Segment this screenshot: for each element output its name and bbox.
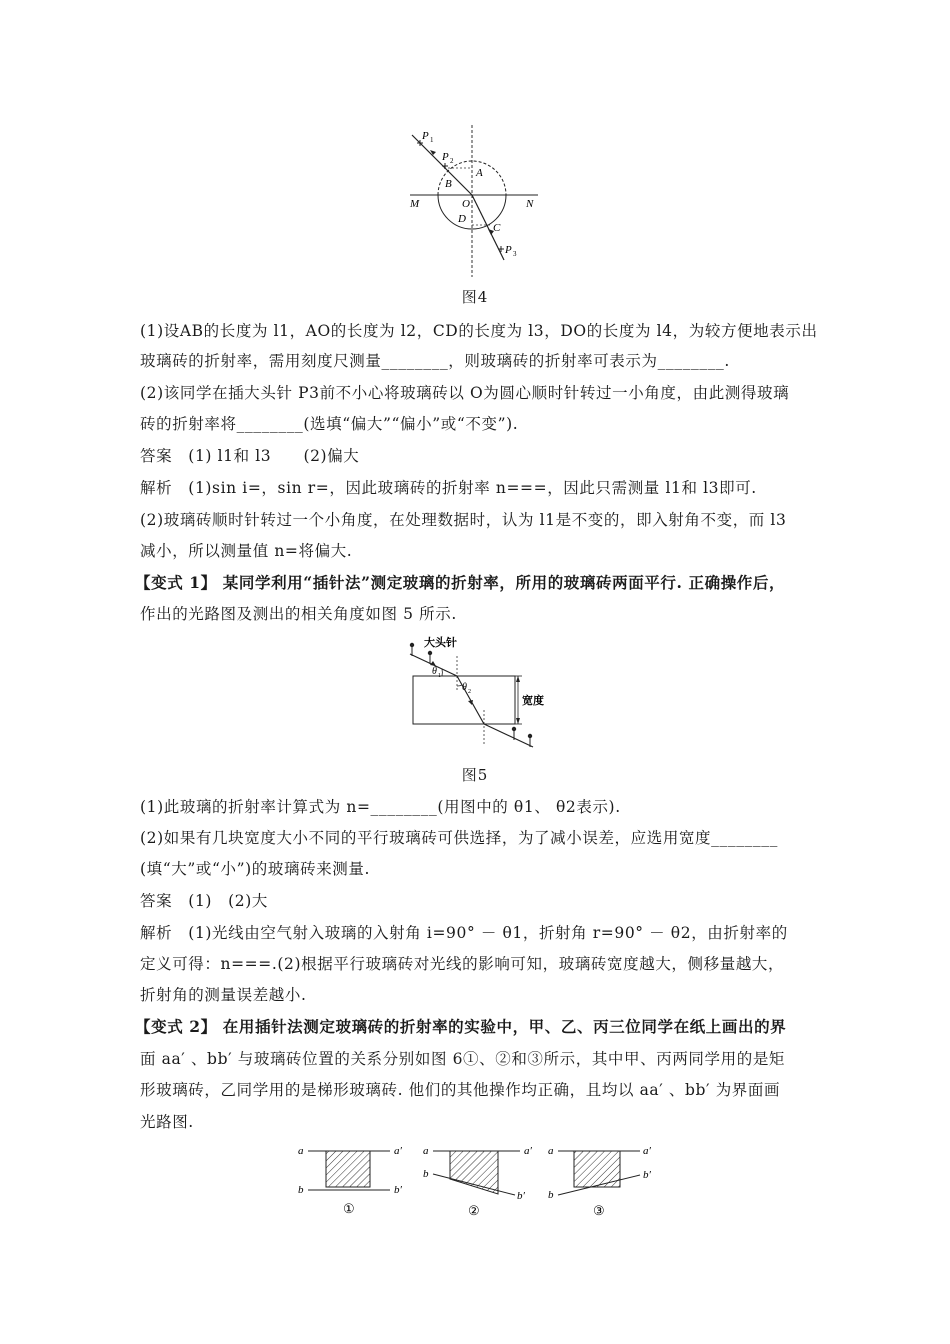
panel1-label-a-prime: a′ [394, 1145, 402, 1157]
q1-line4: 砖的折射率将________(选填“偏大”“偏小”或“不变”). [140, 415, 519, 433]
panel3-label-a-prime: a′ [643, 1145, 651, 1157]
figure-4-caption: 图4 [461, 288, 489, 306]
figure-6-diagrams [290, 1133, 670, 1221]
panel1-number: ① [343, 1201, 355, 1216]
panel2-label-a: a [423, 1145, 429, 1157]
figure-5-caption: 图5 [461, 766, 489, 784]
variant2-line2: 面 aa′ 、bb′ 与玻璃砖位置的关系分别如图 6①、②和③所示，其中甲、丙两同学用的是矩 [140, 1050, 786, 1068]
variant1-line2: 作出的光路图及测出的相关角度如图 5 所示. [140, 605, 457, 623]
fig4-label-m: M [410, 198, 420, 210]
fig4-label-p3: P [505, 244, 512, 256]
variant2-line4: 光路图. [140, 1113, 194, 1131]
fig4-label-p1-sub: 1 [430, 136, 434, 144]
variant1-q2b: (填“大”或“小”)的玻璃砖来测量. [140, 860, 371, 878]
fig4-label-p2: P [442, 151, 449, 163]
q1-line3: (2)该同学在插大头针 P3前不小心将玻璃砖以 O为圆心顺时针转过一小角度，由此测得玻璃 [140, 384, 790, 402]
variant1-analysis1: 解析 (1)光线由空气射入玻璃的入射角 i=90° － θ1，折射角 r=90° － θ2，由折射率的 [140, 924, 788, 942]
fig4-label-p2-sub: 2 [450, 157, 454, 165]
variant1-line1: 【变式 1】 某同学利用“插针法”测定玻璃的折射率，所用的玻璃砖两面平行. 正确操作后， [135, 573, 786, 592]
panel1-label-b-prime: b′ [394, 1184, 402, 1196]
panel3-label-b-prime: b′ [643, 1169, 651, 1181]
fig5-label-theta1-sub: 1 [438, 673, 441, 679]
fig5-label-pin: 大头针 [424, 637, 457, 649]
fig4-label-d: D [458, 213, 466, 225]
q1-answer: 答案 (1) l1和 l3 (2)偏大 [140, 447, 360, 465]
q1-line1: (1)设AB的长度为 l1，AO的长度为 l2，CD的长度为 l3，DO的长度为 l4，为较方便地表示出 [140, 322, 818, 340]
panel2-number: ② [468, 1203, 480, 1218]
fig5-label-theta2-sub: 2 [468, 689, 471, 695]
variant1-answer: 答案 (1) (2)大 [140, 892, 269, 910]
q1-analysis2: (2)玻璃砖顺时针转过一个小角度，在处理数据时，认为 l1是不变的，即入射角不变，而 l3 [140, 511, 787, 529]
figure-4-diagram [400, 125, 550, 280]
fig4-label-o: O [462, 198, 470, 210]
panel3-number: ③ [593, 1203, 605, 1218]
q1-analysis1: 解析 (1)sin i=，sin r=，因此玻璃砖的折射率 n===，因此只需测量 l1和 l3即可. [140, 479, 757, 497]
fig5-label-theta2: θ [462, 682, 467, 693]
panel3-label-b: b [548, 1189, 554, 1201]
fig4-label-p1: P [422, 130, 429, 142]
figure-5-diagram [400, 632, 560, 752]
variant1-q2a: (2)如果有几块宽度大小不同的平行玻璃砖可供选择，为了减小误差，应选用宽度________ [140, 829, 778, 847]
variant1-analysis2: 定义可得：n===.(2)根据平行玻璃砖对光线的影响可知，玻璃砖宽度越大，侧移量越大， [140, 955, 785, 973]
panel2-label-a-prime: a′ [524, 1145, 532, 1157]
variant1-q1: (1)此玻璃的折射率计算式为 n=________(用图中的 θ1、 θ2表示). [140, 798, 621, 816]
panel2-label-b: b [423, 1168, 429, 1180]
fig5-label-width: 宽度 [522, 695, 544, 707]
fig4-label-c: C [493, 222, 501, 234]
variant2-line3: 形玻璃砖，乙同学用的是梯形玻璃砖. 他们的其他操作均正确，且均以 aa′ 、bb′ 为界面画 [140, 1081, 781, 1099]
q1-line2: 玻璃砖的折射率，需用刻度尺测量________，则玻璃砖的折射率可表示为________. [140, 352, 730, 370]
fig4-label-p3-sub: 3 [513, 250, 517, 258]
panel1-label-b: b [298, 1184, 304, 1196]
fig4-label-a: A [476, 167, 483, 179]
q1-analysis3: 减小，所以测量值 n=将偏大. [140, 542, 353, 560]
panel1-label-a: a [298, 1145, 304, 1157]
fig4-label-n: N [526, 198, 534, 210]
panel2-label-b-prime: b′ [517, 1190, 525, 1202]
variant1-analysis3: 折射角的测量误差越小. [140, 986, 307, 1004]
fig5-label-theta1: θ [432, 666, 437, 677]
variant2-line1: 【变式 2】 在用插针法测定玻璃砖的折射率的实验中，甲、乙、丙三位同学在纸上画出的界 [135, 1017, 787, 1036]
fig4-label-b: B [445, 178, 452, 190]
panel3-label-a: a [548, 1145, 554, 1157]
